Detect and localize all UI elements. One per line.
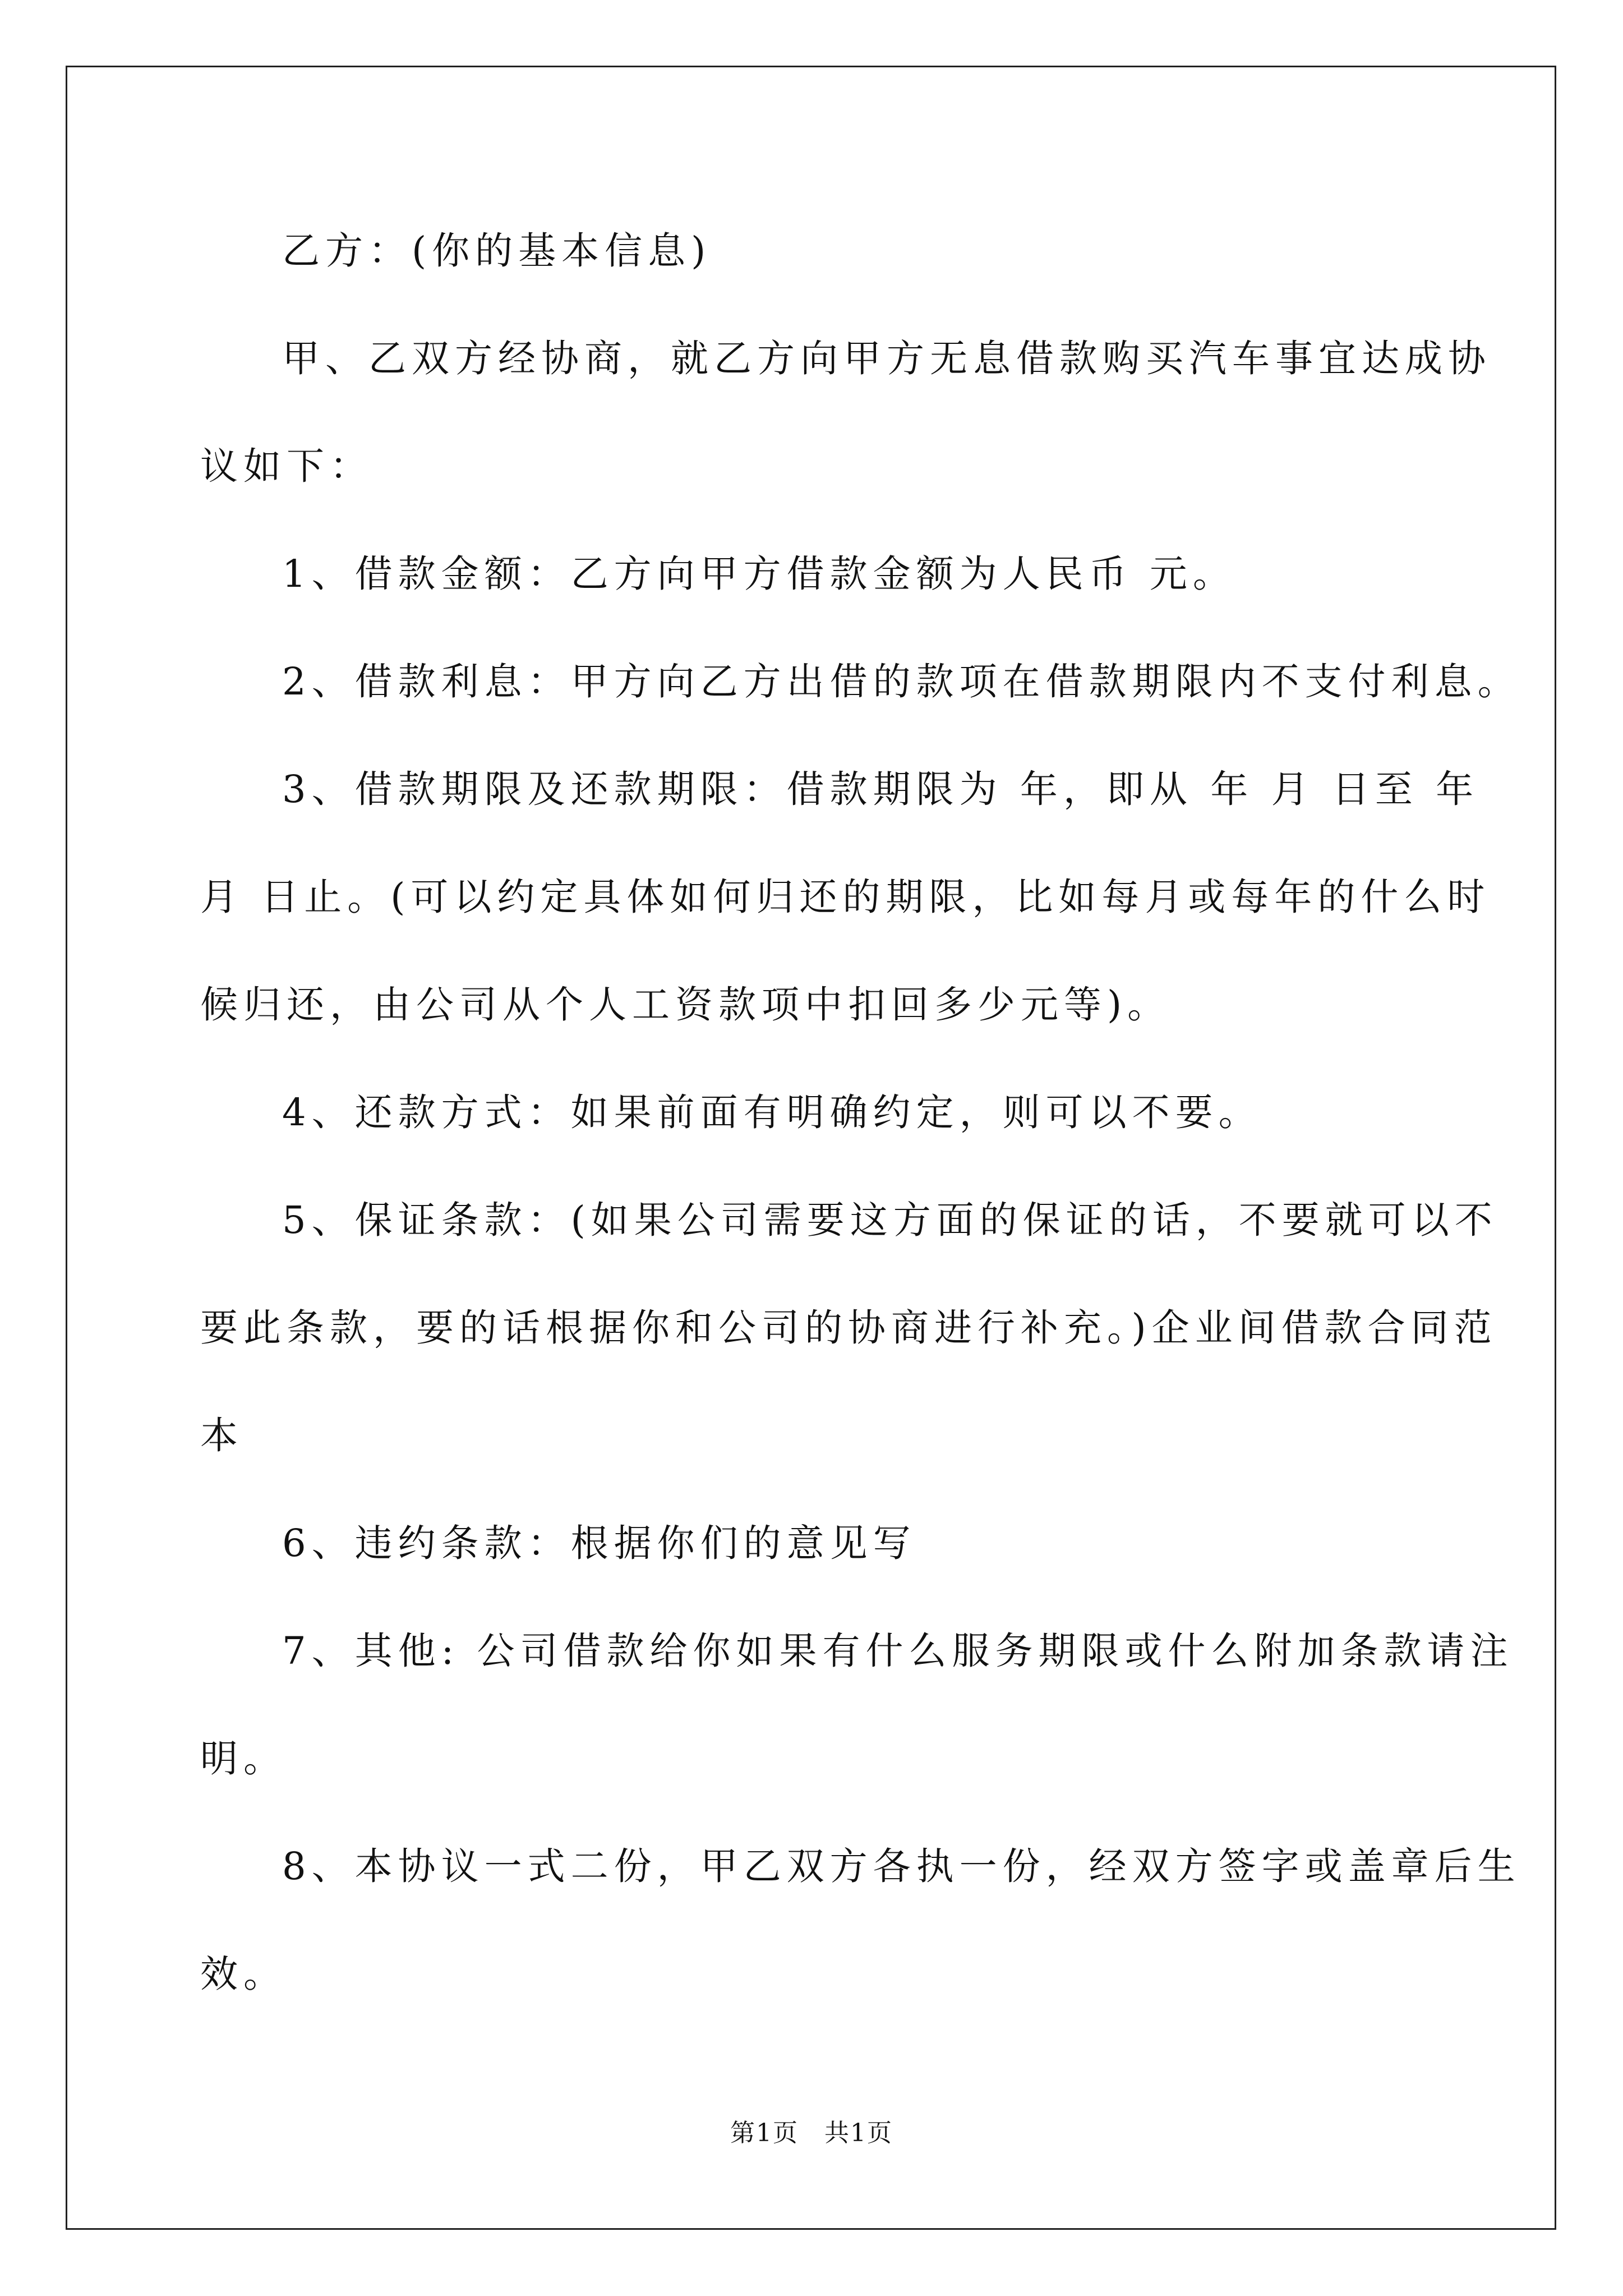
page-border [66, 66, 1556, 2230]
clause-2-line: 2、借款利息：甲方向乙方出借的款项在借款期限内不支付利息。 [282, 660, 1521, 703]
page-number-footer: 第1页 共1页 [730, 2119, 893, 2147]
clause-1-line: 1、借款金额：乙方向甲方借款金额为人民币 元。 [282, 552, 1236, 596]
clause-3-line-1: 3、借款期限及还款期限：借款期限为 年，即从 年 月 日至 年 [282, 767, 1479, 811]
clause-5-line-1: 5、保证条款：(如果公司需要这方面的保证的话，不要就可以不 [282, 1198, 1498, 1242]
clause-7-line-1: 7、其他: 公司借款给你如果有什么服务期限或什么附加条款请注 [282, 1629, 1514, 1673]
clause-8-line-2: 效。 [200, 1952, 287, 1996]
clause-5-line-3: 本 [200, 1414, 243, 1457]
party-b-line: 乙方：(你的基本信息) [282, 229, 712, 273]
clause-8-line-1: 8、本协议一式二份，甲乙双方各执一份，经双方签字或盖章后生 [282, 1844, 1521, 1888]
clause-3-line-3: 候归还，由公司从个人工资款项中扣回多少元等)。 [200, 983, 1171, 1027]
intro-paragraph-line-2: 议如下： [200, 444, 373, 488]
clause-6-line: 6、违约条款：根据你们的意见写 [282, 1521, 916, 1565]
clause-4-line: 4、还款方式：如果前面有明确约定，则可以不要。 [282, 1091, 1262, 1134]
intro-paragraph-line-1: 甲、乙双方经协商，就乙方向甲方无息借款购买汽车事宜达成协 [282, 337, 1491, 380]
clause-7-line-2: 明。 [200, 1737, 287, 1780]
clause-5-line-2: 要此条款，要的话根据你和公司的协商进行补充。)企业间借款合同范 [200, 1306, 1497, 1350]
clause-3-line-2: 月 日止。(可以约定具体如何归还的期限，比如每月或每年的什么时 [200, 875, 1491, 919]
